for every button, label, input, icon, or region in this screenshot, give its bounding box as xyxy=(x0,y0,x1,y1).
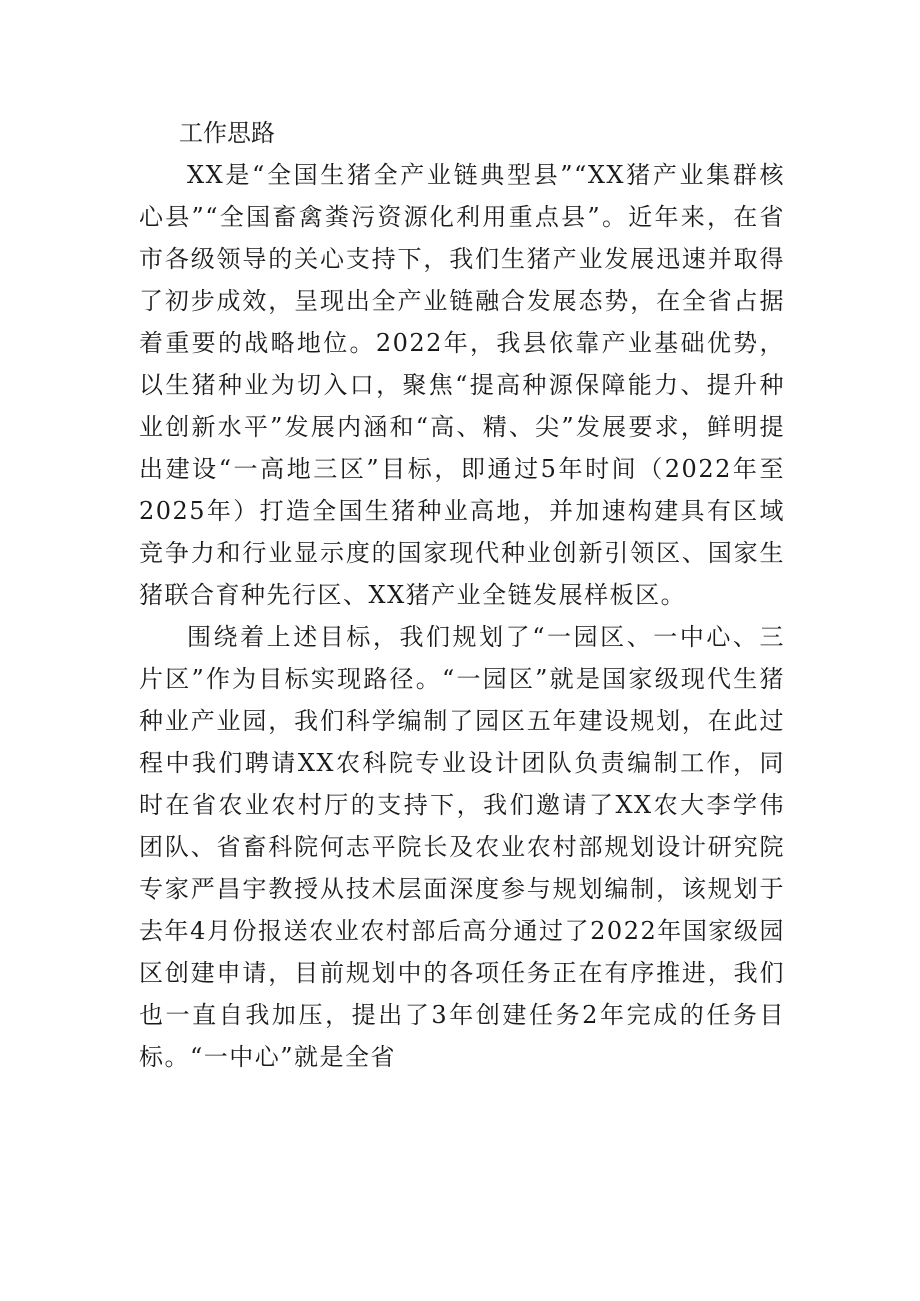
paragraph-plan: 围绕着上述目标，我们规划了“一园区、一中心、三片区”作为目标实现路径。“一园区”就是国家级现代生猪种业产业园，我们科学编制了园区五年建设规划，在此过程中我们聘请XX农科院专业设计团队负责编制工作，同时在省农业农村厅的支持下，我们邀请了XX农大李学伟团队、省畜科院何志平院长及农业农村部规划设计研究院专家严昌宇教授从技术层面深度参与规划编制，该规划于去年4月份报送农业农村部后高分通过了2022年国家级园区创建申请，目前规划中的各项任务正在有序推进，我们也一直自我加压，提出了3年创建任务2年完成的任务目标。“一中心”就是全省 xyxy=(139,623,785,1071)
section-heading: 工作思路 xyxy=(179,119,275,147)
paragraph-intro: XX是“全国生猪全产业链典型县”“XX猪产业集群核心县”“全国畜禽粪污资源化利用重点县”。近年来，在省市各级领导的关心支持下，我们生猪产业发展迅速并取得了初步成效，呈现出全产业链融合发展态势，在全省占据着重要的战略地位。2022年，我县依靠产业基础优势，以生猪种业为切入口，聚焦“提高种源保障能力、提升种业创新水平”发展内涵和“高、精、尖”发展要求，鲜明提出建设“一高地三区”目标，即通过5年时间（2022年至2025年）打造全国生猪种业高地，并加速构建具有区域竞争力和行业显示度的国家现代种业创新引领区、国家生猪联合育种先行区、XX猪产业全链发展样板区。 xyxy=(139,161,785,609)
document-body xyxy=(139,112,785,1078)
